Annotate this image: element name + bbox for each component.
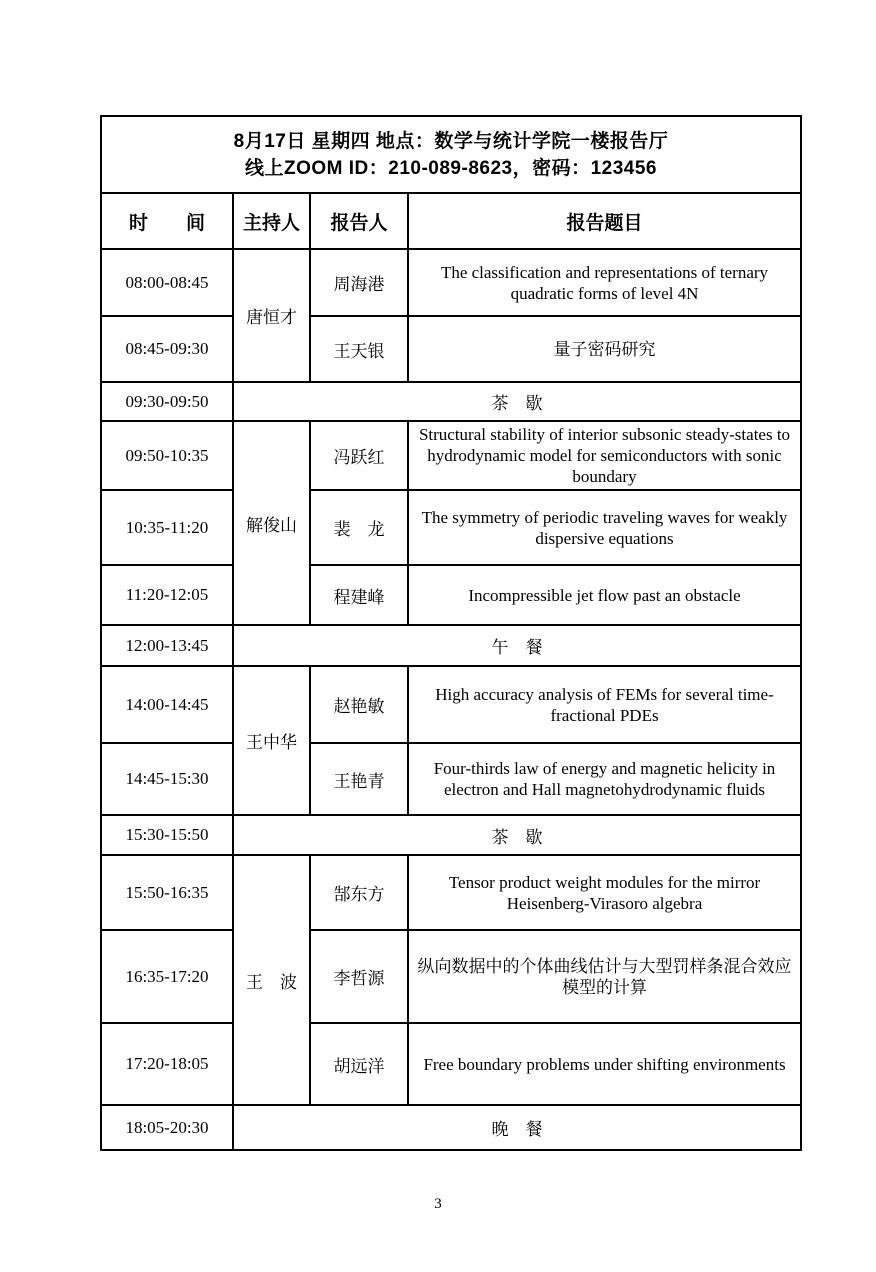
- talk-title-cell: Free boundary problems under shifting environments: [408, 1023, 801, 1105]
- speaker-cell: 周海港: [310, 249, 408, 316]
- column-header-title: 报告题目: [408, 193, 801, 249]
- speaker-cell: 赵艳敏: [310, 666, 408, 743]
- session-zoom-info: 线上ZOOM ID：210-089-8623，密码：123456: [245, 157, 657, 179]
- time-cell: 17:20-18:05: [101, 1023, 233, 1105]
- time-cell: 09:30-09:50: [101, 382, 233, 421]
- table-row: [101, 930, 801, 1023]
- table-row: [101, 855, 801, 930]
- speaker-cell: 王艳青: [310, 743, 408, 815]
- break-row: [101, 625, 801, 666]
- speaker-cell: 程建峰: [310, 565, 408, 625]
- table-row: [101, 490, 801, 565]
- session-date-location: 8月17日 星期四 地点：数学与统计学院一楼报告厅: [233, 130, 669, 152]
- table-row: [101, 1023, 801, 1105]
- table-row: [101, 316, 801, 382]
- time-cell: 09:50-10:35: [101, 421, 233, 490]
- talk-title-cell: 量子密码研究: [408, 316, 801, 382]
- speaker-cell: 郜东方: [310, 855, 408, 930]
- table-row: [101, 666, 801, 743]
- schedule-table: [100, 115, 802, 1151]
- speaker-cell: 裴 龙: [310, 490, 408, 565]
- talk-title-cell: 纵向数据中的个体曲线估计与大型罚样条混合效应模型的计算: [408, 930, 801, 1023]
- time-cell: 11:20-12:05: [101, 565, 233, 625]
- column-header-time: 时 间: [101, 193, 233, 249]
- break-row: [101, 815, 801, 855]
- break-row: [101, 1105, 801, 1150]
- talk-title-cell: The classification and representations of ternary quadratic forms of level 4N: [408, 249, 801, 316]
- chair-cell: 王 波: [233, 855, 310, 1105]
- table-row: [101, 249, 801, 316]
- talk-title-cell: The symmetry of periodic traveling waves for weakly dispersive equations: [408, 490, 801, 565]
- time-cell: 15:30-15:50: [101, 815, 233, 855]
- time-cell: 08:00-08:45: [101, 249, 233, 316]
- column-header-chair: 主持人: [233, 193, 310, 249]
- talk-title-cell: Structural stability of interior subsonic steady-states to hydrodynamic model for semiconductors with sonic boundary: [408, 421, 801, 490]
- chair-cell: 唐恒才: [233, 249, 310, 382]
- column-header-row: [101, 193, 801, 249]
- talk-title-cell: Tensor product weight modules for the mirror Heisenberg-Virasoro algebra: [408, 855, 801, 930]
- page-number: 3: [434, 1196, 442, 1212]
- time-cell: 18:05-20:30: [101, 1105, 233, 1150]
- chair-cell: 解俊山: [233, 421, 310, 625]
- break-cell: 午 餐: [233, 625, 801, 666]
- time-cell: 12:00-13:45: [101, 625, 233, 666]
- time-cell: 10:35-11:20: [101, 490, 233, 565]
- break-cell: 晚 餐: [233, 1105, 801, 1150]
- time-cell: 08:45-09:30: [101, 316, 233, 382]
- session-header: [101, 116, 801, 193]
- break-row: [101, 382, 801, 421]
- chair-cell: 王中华: [233, 666, 310, 815]
- table-row: [101, 743, 801, 815]
- break-cell: 茶 歇: [233, 382, 801, 421]
- table-title-row: [101, 116, 801, 193]
- speaker-cell: 冯跃红: [310, 421, 408, 490]
- talk-title-cell: Incompressible jet flow past an obstacle: [408, 565, 801, 625]
- speaker-cell: 胡远洋: [310, 1023, 408, 1105]
- speaker-cell: 李哲源: [310, 930, 408, 1023]
- talk-title-cell: High accuracy analysis of FEMs for several time-fractional PDEs: [408, 666, 801, 743]
- speaker-cell: 王天银: [310, 316, 408, 382]
- time-cell: 14:00-14:45: [101, 666, 233, 743]
- time-cell: 16:35-17:20: [101, 930, 233, 1023]
- time-cell: 14:45-15:30: [101, 743, 233, 815]
- column-header-speaker: 报告人: [310, 193, 408, 249]
- talk-title-cell: Four-thirds law of energy and magnetic helicity in electron and Hall magnetohydrodynamic fluids: [408, 743, 801, 815]
- break-cell: 茶 歇: [233, 815, 801, 855]
- time-cell: 15:50-16:35: [101, 855, 233, 930]
- table-row: [101, 565, 801, 625]
- table-row: [101, 421, 801, 490]
